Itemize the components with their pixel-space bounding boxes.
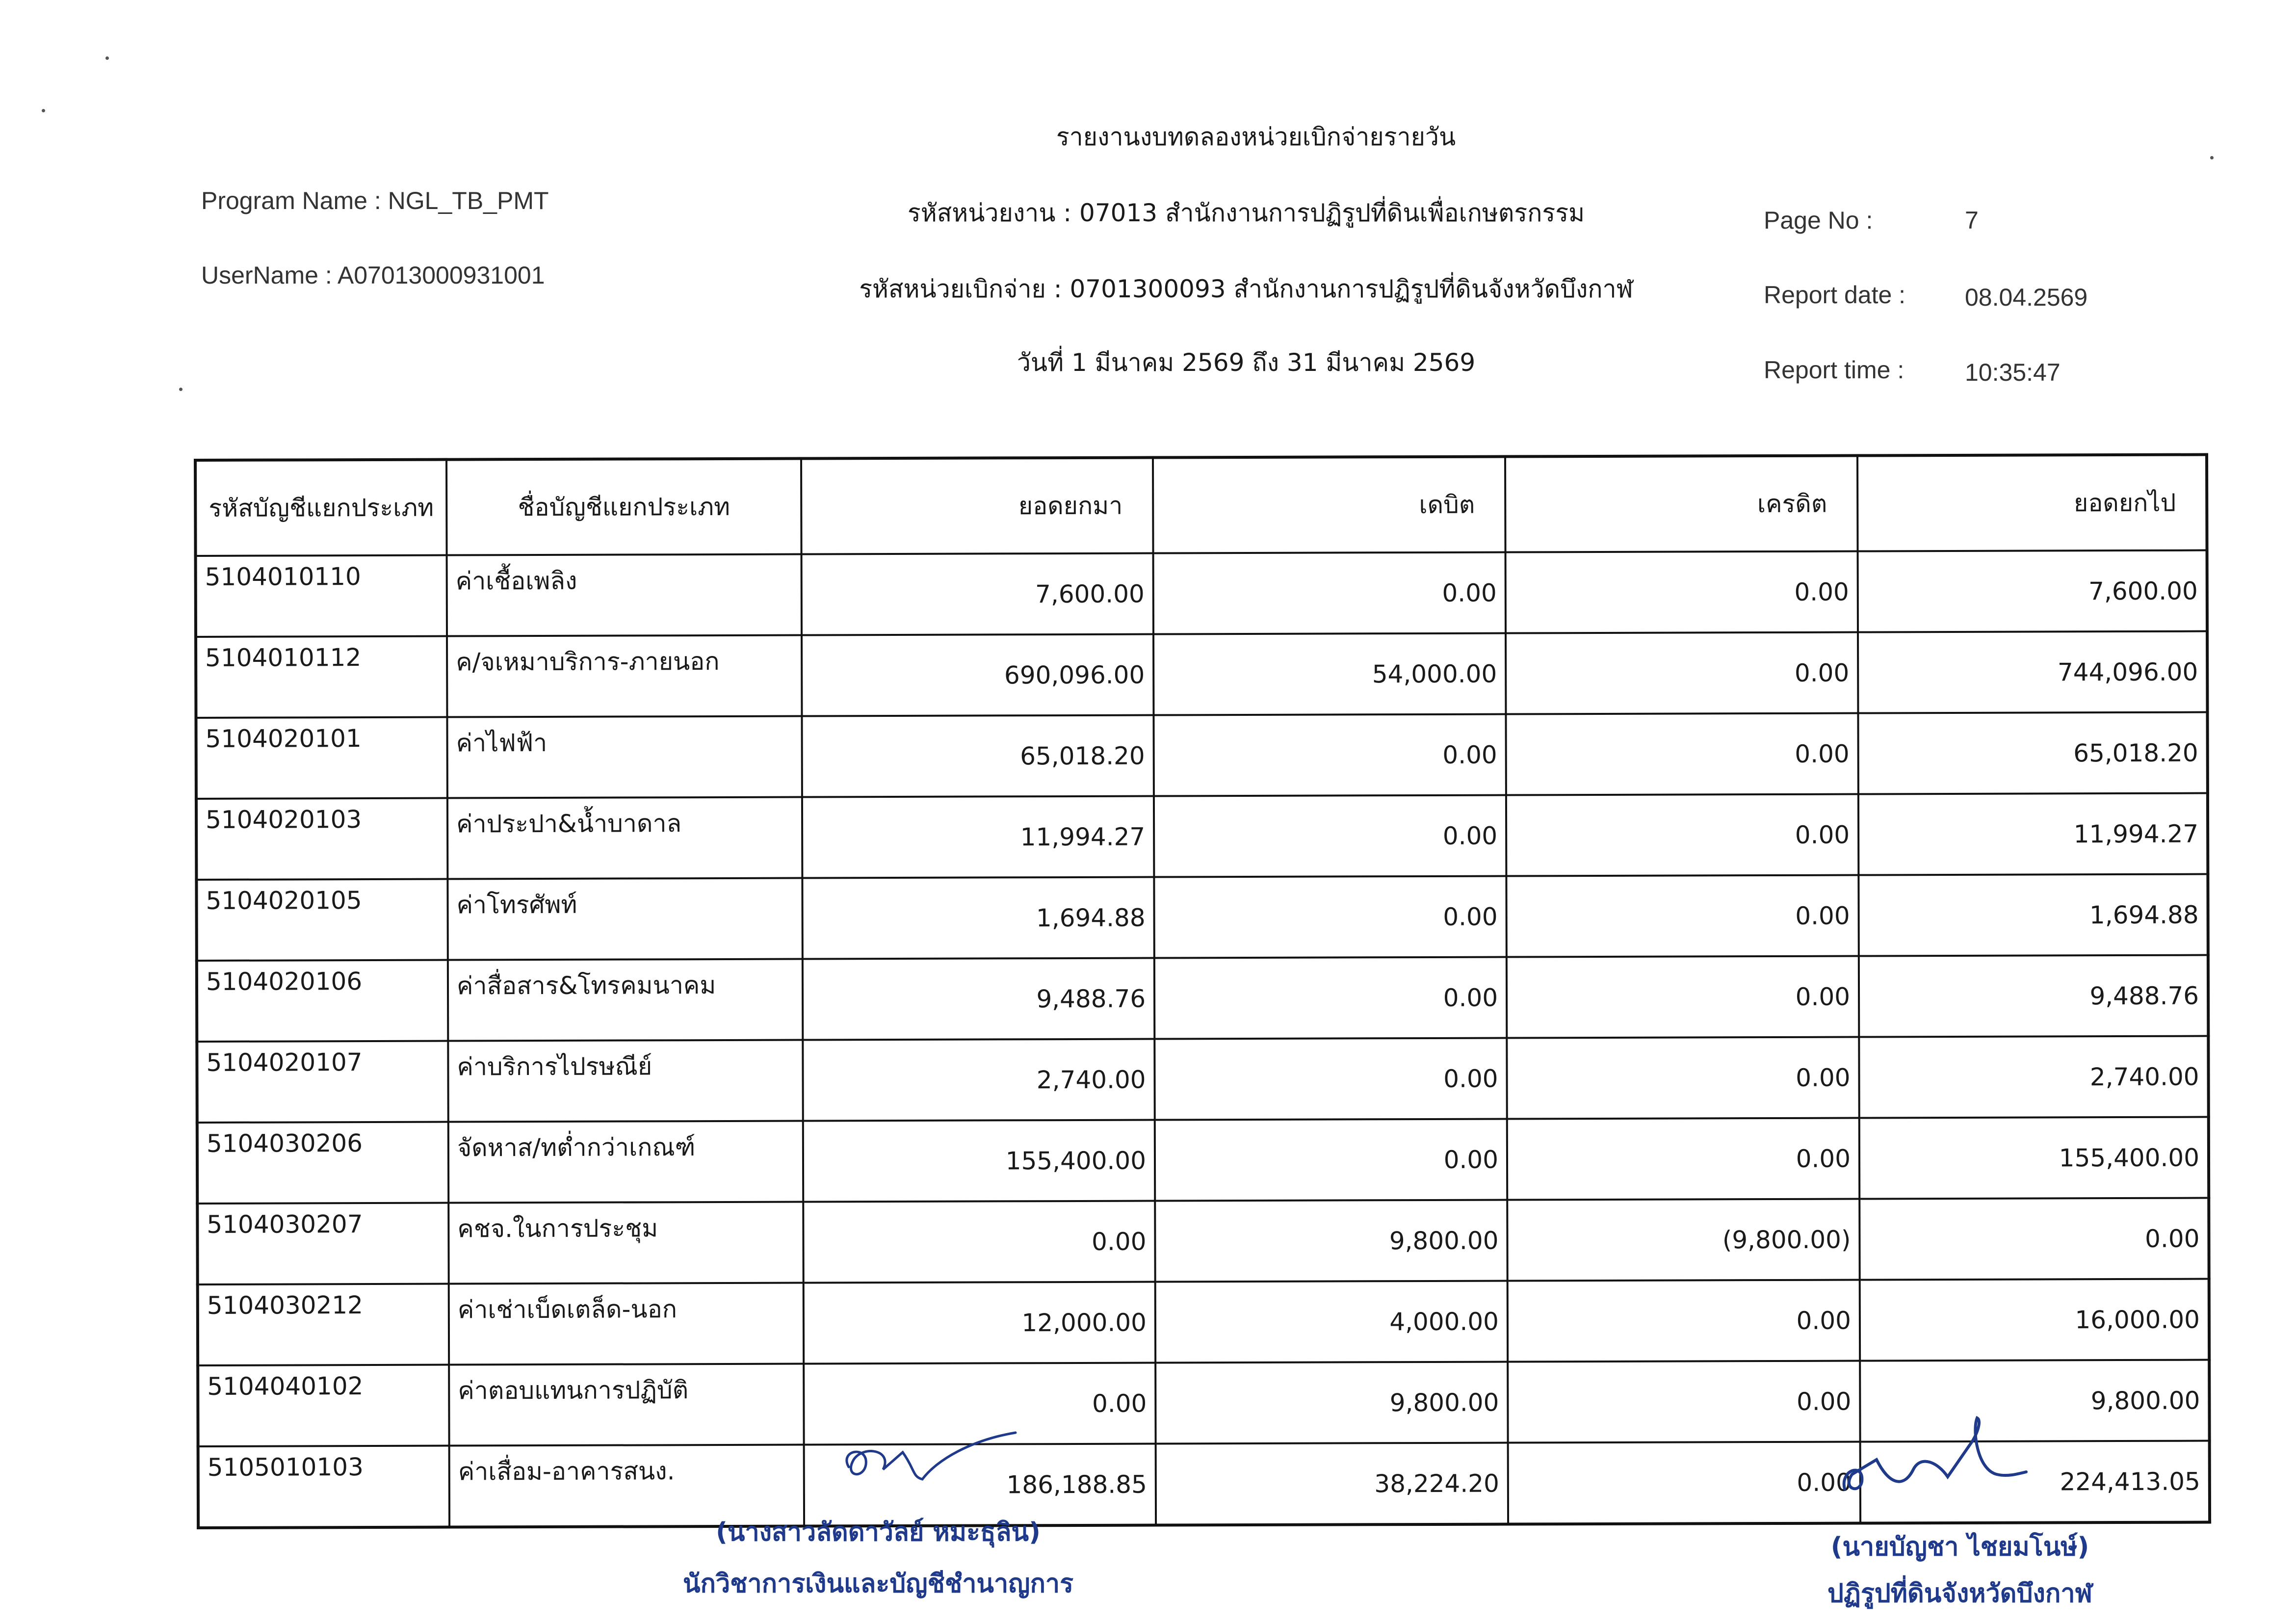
account-name-cell: คชจ.ในการประชุม	[448, 1202, 803, 1284]
credit-cell: 0.00	[1507, 956, 1859, 1038]
trial-balance-table	[194, 453, 2211, 1529]
brought-forward-cell: 12,000.00	[804, 1282, 1155, 1364]
credit-cell: 0.00	[1508, 1442, 1860, 1524]
right-signature-scribble	[1830, 1415, 2036, 1504]
column-header-brought-forward: ยอดยกมา	[801, 458, 1153, 554]
carried-forward-cell: 2,740.00	[1859, 1036, 2208, 1118]
page-no-label: Page No :	[1764, 207, 1873, 234]
page-no: 7	[1965, 207, 1979, 234]
account-code-cell: 5104020105	[196, 879, 447, 961]
brought-forward-cell: 11,994.27	[802, 796, 1154, 878]
left-signature-scribble	[829, 1430, 1035, 1494]
brought-forward-cell: 186,188.85	[804, 1444, 1156, 1526]
carried-forward-cell: 7,600.00	[1858, 550, 2207, 632]
debit-cell: 9,800.00	[1155, 1200, 1507, 1282]
table-row	[196, 712, 2207, 799]
program-name: Program Name : NGL_TB_PMT	[201, 187, 549, 214]
credit-cell: (9,800.00)	[1507, 1199, 1859, 1281]
table-row	[198, 1279, 2209, 1365]
credit-cell: 0.00	[1507, 1118, 1859, 1200]
carried-forward-cell: 9,488.76	[1859, 955, 2208, 1037]
brought-forward-cell: 7,600.00	[802, 553, 1153, 635]
carried-forward-cell: 1,694.88	[1858, 874, 2208, 956]
date-range: วันที่ 1 มีนาคม 2569 ถึง 31 มีนาคม 2569	[1017, 348, 1476, 377]
table-row	[196, 631, 2207, 718]
account-name-cell: ค่าโทรศัพท์	[447, 878, 802, 960]
report-title: รายงานงบทดลองหน่วยเบิกจ่ายรายวัน	[1056, 123, 1456, 151]
credit-cell: 0.00	[1506, 794, 1858, 876]
left-signer-name: (นางสาวลัดดาวัลย์ หมะธุลิน)	[716, 1518, 1041, 1547]
account-code-cell: 5104040102	[198, 1365, 449, 1446]
brought-forward-cell: 2,740.00	[803, 1039, 1154, 1121]
carried-forward-cell: 65,018.20	[1858, 712, 2207, 794]
account-code-cell: 5104030207	[197, 1203, 448, 1284]
carried-forward-cell: 155,400.00	[1859, 1117, 2209, 1199]
table-header-row	[195, 455, 2207, 556]
account-name-cell: ค่าเสื่อม-อาคารสนง.	[449, 1445, 804, 1527]
brought-forward-cell: 9,488.76	[803, 958, 1154, 1040]
account-name-cell: ค่าเช่าเบ็ดเตล็ด-นอก	[449, 1283, 804, 1365]
user-name: UserName : A07013000931001	[201, 262, 545, 289]
carried-forward-cell: 744,096.00	[1858, 631, 2207, 713]
column-header-carried-forward: ยอดยกไป	[1857, 455, 2207, 551]
column-header-account-name: ชื่อบัญชีแยกประเภท	[446, 459, 802, 555]
account-code-cell: 5104020106	[197, 960, 448, 1042]
account-code-cell: 5104020107	[197, 1041, 448, 1123]
brought-forward-cell: 155,400.00	[803, 1120, 1155, 1202]
account-name-cell: ค่าไฟฟ้า	[447, 716, 802, 798]
carried-forward-cell: 11,994.27	[1858, 793, 2208, 875]
account-code-cell: 5105010103	[198, 1446, 449, 1528]
scan-speck	[105, 56, 109, 60]
credit-cell: 0.00	[1506, 632, 1858, 714]
debit-cell: 9,800.00	[1155, 1362, 1508, 1444]
debit-cell: 54,000.00	[1153, 633, 1506, 715]
account-code-cell: 5104030206	[197, 1122, 448, 1204]
account-code-cell: 5104010110	[196, 555, 447, 637]
account-name-cell: ค่าบริการไปรษณีย์	[448, 1040, 803, 1122]
carried-forward-cell: 0.00	[1859, 1198, 2209, 1280]
report-date: 08.04.2569	[1965, 284, 2088, 311]
table-row	[196, 793, 2208, 880]
account-code-cell: 5104020103	[196, 798, 447, 880]
disbursing-unit-line: รหัสหน่วยเบิกจ่าย : 0701300093 สำนักงานการปฏิรูปที่ดินจังหวัดบึงกาฬ	[859, 275, 1633, 303]
account-code-cell: 5104030212	[198, 1284, 449, 1365]
table-row	[197, 1198, 2209, 1284]
debit-cell: 0.00	[1155, 1119, 1507, 1201]
credit-cell: 0.00	[1508, 1361, 1860, 1443]
account-code-cell: 5104020101	[196, 717, 447, 799]
table-row	[196, 874, 2208, 961]
agency-line: รหัสหน่วยงาน : 07013 สำนักงานการปฏิรูปที่ดินเพื่อเกษตรกรรม	[907, 199, 1585, 227]
report-time: 10:35:47	[1965, 359, 2061, 386]
right-signer-name: (นายบัญชา ไชยมโนษ์)	[1830, 1532, 2089, 1562]
brought-forward-cell: 1,694.88	[802, 877, 1154, 959]
debit-cell: 0.00	[1154, 876, 1506, 958]
debit-cell: 0.00	[1153, 552, 1506, 634]
left-signer-title: นักวิชาการเงินและบัญชีชำนาญการ	[682, 1569, 1074, 1598]
report-time-label: Report time :	[1764, 356, 1905, 384]
brought-forward-cell: 690,096.00	[802, 634, 1153, 716]
account-name-cell: จัดหาส/ทต่ำกว่าเกณฑ์	[448, 1121, 803, 1203]
right-signer-title: ปฏิรูปที่ดินจังหวัดบึงกาฬ	[1827, 1579, 2093, 1608]
table-row	[196, 550, 2207, 637]
account-code-cell: 5104010112	[196, 636, 447, 718]
account-name-cell: ค่าตอบแทนการปฏิบัติ	[449, 1364, 804, 1446]
account-name-cell: ค/จเหมาบริการ-ภายนอก	[447, 635, 802, 717]
debit-cell: 4,000.00	[1155, 1281, 1508, 1363]
credit-cell: 0.00	[1507, 1037, 1859, 1119]
credit-cell: 0.00	[1506, 713, 1858, 795]
brought-forward-cell: 0.00	[803, 1201, 1155, 1283]
credit-cell: 0.00	[1506, 551, 1858, 633]
debit-cell: 0.00	[1154, 1038, 1507, 1120]
account-name-cell: ค่าประปา&น้ำบาดาล	[447, 797, 802, 879]
column-header-account-code: รหัสบัญชีแยกประเภท	[195, 460, 447, 556]
debit-cell: 0.00	[1154, 957, 1507, 1039]
account-name-cell: ค่าสื่อสาร&โทรคมนาคม	[448, 959, 803, 1041]
table-row	[197, 955, 2208, 1042]
column-header-debit: เดบิต	[1153, 457, 1506, 553]
table-row	[197, 1117, 2209, 1204]
debit-cell: 0.00	[1154, 795, 1506, 877]
brought-forward-cell: 0.00	[804, 1363, 1155, 1445]
carried-forward-cell: 9,800.00	[1860, 1360, 2209, 1442]
scan-speck	[2210, 156, 2214, 159]
scan-speck	[179, 388, 183, 391]
column-header-credit: เครดิต	[1505, 456, 1858, 552]
debit-cell: 0.00	[1153, 714, 1506, 796]
brought-forward-cell: 65,018.20	[802, 715, 1153, 797]
carried-forward-cell: 16,000.00	[1860, 1279, 2209, 1361]
table-row	[197, 1036, 2208, 1123]
account-name-cell: ค่าเชื้อเพลิง	[447, 554, 802, 636]
carried-forward-cell: 224,413.05	[1860, 1441, 2210, 1523]
report-date-label: Report date :	[1764, 281, 1906, 309]
scan-speck	[42, 109, 45, 112]
debit-cell: 38,224.20	[1156, 1443, 1508, 1525]
credit-cell: 0.00	[1506, 875, 1858, 957]
credit-cell: 0.00	[1508, 1280, 1860, 1362]
